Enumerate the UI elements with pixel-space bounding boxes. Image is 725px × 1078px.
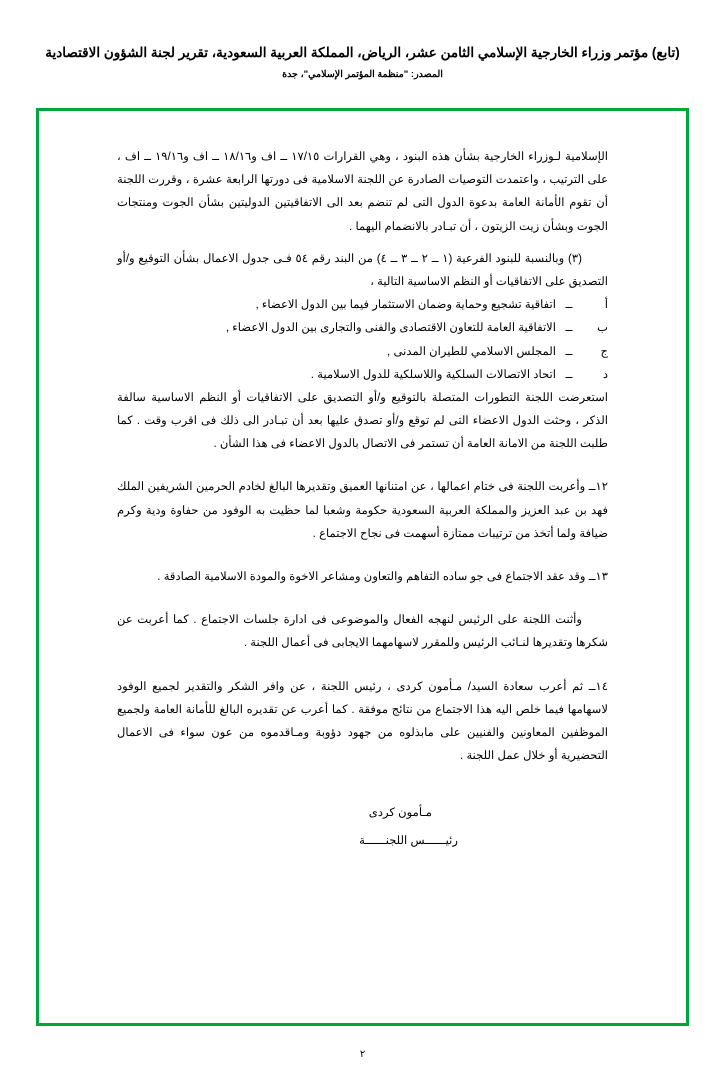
signature-title: رئيــــــس اللجنــــــة — [359, 833, 458, 847]
spacer — [117, 545, 608, 565]
list-item-marker: ب — [597, 321, 608, 335]
list-item-label: المجلس الاسلامي للطيران المدنى , — [387, 344, 556, 358]
page-number: ٢ — [359, 1049, 366, 1060]
list-item-marker: د — [602, 367, 608, 381]
list-item — [117, 293, 608, 316]
list-item-dash: ــ — [565, 321, 573, 335]
signature-name: مـأمون كردى — [368, 806, 432, 820]
paragraph-12: ١٢ــ وأعربت اللجنة فى ختام اعمالها ، عن امتنانها العميق وتقديرها البالغ لخادم الحرمين الشريفين الملك فهد بن عبد العزيز والمملكة العربية السعودية حكومة وشعبا لما حظيت به الوفود من حفاوة ودية وكرم ضيافة ولما أتخذ من ترتيبات ممتازة أسهمت فى نجاح الاجتماع . — [117, 480, 608, 540]
paragraph-subitems-intro: (٣) وبالنسبة للبنود الفرعية (١ ــ ٢ ــ ٣ ــ ٤) من البند رقم ٥٤ فـى جدول الاعمال بشأن التوقيع و/أو التصديق على الاتفاقيات أو النظم الاساسية التالية ، — [117, 251, 608, 288]
list-item-label: اتحاد الاتصالات السلكية واللاسلكية للدول الاسلامية . — [310, 367, 556, 381]
list-item-label: الاتفاقية العامة للتعاون الاقتصادى والفنى والتجارى بين الدول الاعضاء , — [225, 321, 556, 335]
spacer — [117, 588, 608, 608]
header-source: المصدر: "منظمة المؤتمر الإسلامي"، جدة — [282, 68, 443, 80]
paragraph-praise-chair: وأثنت اللجنة على الرئيس لنهجه الفعال والموضوعى فى ادارة جلسات الاجتماع . كما أعربت عن شكرها وتقديرها لنـائب الرئيس وللمقرر لاسهامهما الايجابى فى أعمال اللجنة . — [117, 613, 608, 650]
paragraph-13: ١٣ــ وقد عقد الاجتماع فى جو ساده التفاهم والتعاون ومشاعر الاخوة والمودة الاسلامية الصادقة . — [157, 570, 608, 583]
document-content — [39, 111, 686, 872]
paragraph-14: ١٤ــ ثم أعرب سعادة السيد/ مـأمون كردى ، رئيس اللجنة ، عن وافر الشكر والتقدير لجميع الوفود لاسهامها فيما خلص اليه هذا الاجتماع من نتائج موفقة . كما أعرب عن تقديره البالغ للأمانة العامة ولجميع الموظفين المعاونين والفنيين على مابذلوه من جهود دؤوبة ومـاقدموه من عون سواء فى الاعمال التحضيرية أو خلال عمل اللجنة . — [117, 679, 608, 763]
paragraph-continuation: الإسلامية لـوزراء الخارجية بشأن هذه البنود ، وهي القرارات ١٧/١٥ ــ اف و١٨/١٦ ــ اف و١٩/١٦ ــ اف ، على الترتيب ، واعتمدت التوصيات الصادرة عن اللجنة الاسلامية فى دورتها الرابعة عشرة ، وقررت اللجنة أن تقوم الأمانة العامة بدعوة الدول التى لم تنضم بعد الى الاتفاقيتين الدوليتين بشأن الجوت ومنتجات الجوت وبشأن زيت الزيتون ، أن تبـادر بالانضمام اليهما . — [117, 150, 609, 233]
list-item — [117, 316, 608, 339]
paragraph-review: استعرضت اللجنة التطورات المتصلة بالتوقيع و/أو التصديق على الاتفاقيات أو النظم الاساسية سالفة الذكر ، وحثت الدول الاعضاء التى لم توقع و/أو تصدق عليها بعد أن تبـادر الى ذلك فى اقرب وقت . كما طلبت اللجنة من الامانة العامة أن تستمر فى الاتصال بالدول الاعضاء فى هذا الشأن . — [117, 390, 608, 451]
list-item-dash: ــ — [565, 344, 573, 358]
header-title: (تابع) مؤتمر وزراء الخارجية الإسلامي الثامن عشر، الرياض، المملكة العربية السعودية، تقرير لجنة الشؤون الاقتصادية — [45, 45, 680, 60]
spacer — [117, 655, 608, 675]
list-item — [117, 340, 608, 363]
list-item-dash: ــ — [565, 367, 573, 381]
list-item — [117, 363, 608, 386]
list-item-dash: ــ — [565, 298, 573, 312]
spacer — [117, 455, 608, 475]
list-item-label: اتفاقية تشجيع وحماية وضمان الاستثمار فيما بين الدول الاعضاء , — [255, 298, 556, 312]
spacer — [117, 238, 608, 247]
content-frame — [36, 108, 689, 1026]
list-item-marker: ج — [600, 344, 608, 358]
signature-block — [117, 801, 608, 851]
list-item-marker: أ — [604, 298, 608, 312]
document-header — [0, 0, 725, 80]
